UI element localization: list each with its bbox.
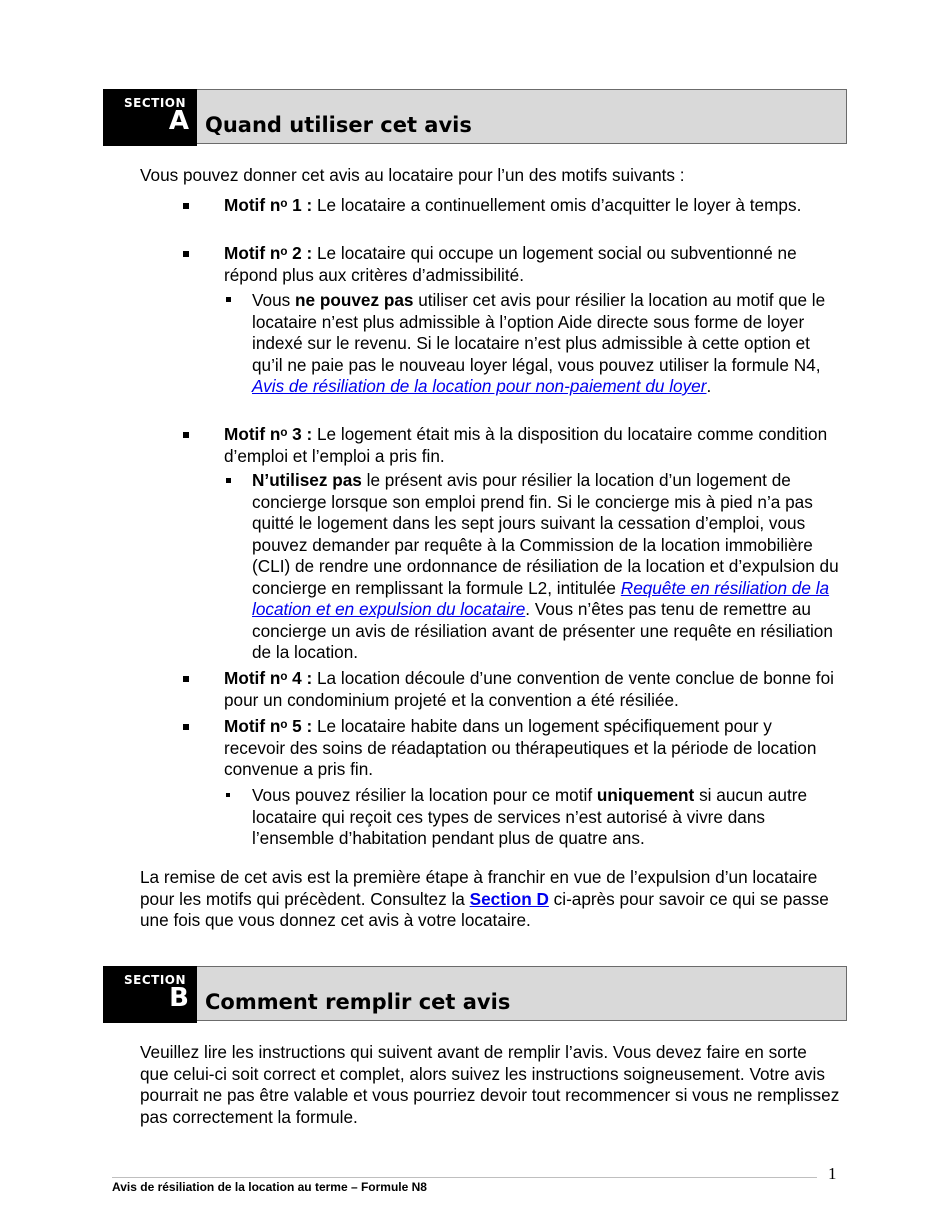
footer-title: Avis de résiliation de la location au terme – Formule N8 xyxy=(112,1180,427,1194)
motif-3-text: Le logement était mis à la disposition du locataire comme condition d’emploi et l’emploi a pris fin. xyxy=(224,424,828,466)
section-a-word: SECTION xyxy=(124,96,187,110)
footer-divider xyxy=(112,1177,817,1178)
motif-4-label: Motif nᵒ 4 : xyxy=(224,668,313,688)
motif-5-sub-text: si aucun autre locataire qui reçoit ces types de services n’est autorisé à vivre dans l’ensemble d’habitation pendant plus de quatre ans. xyxy=(252,785,808,848)
bullet-icon xyxy=(226,297,231,302)
section-b-word: SECTION xyxy=(124,973,187,987)
motif-5-sub-bold: uniquement xyxy=(596,785,695,805)
motif-5-text: Le locataire habite dans un logement spécifiquement pour y recevoir des soins de réadaptation ou thérapeutiques et la période de location convenue a pris fin. xyxy=(224,716,817,779)
motif-4-text: La location découle d’une convention de vente conclue de bonne foi pour un condominium projeté et la convention a été résiliée. xyxy=(224,668,834,710)
bullet-icon xyxy=(183,724,189,730)
motif-5-label: Motif nᵒ 5 : xyxy=(224,716,313,736)
bullet-icon xyxy=(226,793,230,797)
form-n4-link[interactable]: Avis de résiliation de la location pour non-paiement du loyer xyxy=(252,376,707,396)
section-a-title: Quand utiliser cet avis xyxy=(205,113,472,137)
motif-2-sub-end: . xyxy=(706,376,712,396)
motif-3 xyxy=(224,424,834,467)
closing-text-start: La remise de cet avis est la première étape à franchir en vue de l’expulsion d’un locataire pour les motifs qui précèdent. Consultez la xyxy=(140,867,818,909)
motif-2-sub-prefix: Vous xyxy=(252,290,296,310)
motif-5-subitem xyxy=(252,785,842,850)
motif-3-label: Motif nᵒ 3 : xyxy=(224,424,313,444)
motif-1-label: Motif nᵒ 1 : xyxy=(224,195,313,215)
section-a-letter: A xyxy=(168,106,189,136)
section-b-header xyxy=(103,966,847,1021)
section-b-intro: Veuillez lire les instructions qui suivent avant de remplir l’avis. Vous devez faire en sorte que celui-ci soit correct et complet, alors suivez les instructions soigneusement. Votre avis pourrait ne pas être valable et vous pourriez devoir tout recommencer si vous ne remplissez pas correctement la formule. xyxy=(140,1042,840,1127)
page-number: 1 xyxy=(828,1164,837,1183)
motif-2-sub-text: utiliser cet avis pour résilier la location au motif que le locataire n’est plus admissible à l’option Aide directe sous forme de loyer indexé sur le revenu. Si le locataire n’est plus admissible à cette option et qu’il ne paie pas le nouveau loyer légal, vous pouvez utiliser la formule N4, xyxy=(252,290,826,375)
bullet-icon xyxy=(183,432,189,438)
motif-2-sub-bold: ne pouvez pas xyxy=(295,290,414,310)
motif-3-sub-end: . Vous n’êtes pas tenu de remettre au concierge un avis de résiliation avant de présenter une requête en résiliation de la location. xyxy=(252,599,833,662)
motif-2-label: Motif nᵒ 2 : xyxy=(224,243,313,263)
bullet-icon xyxy=(183,251,189,257)
section-b-letter: B xyxy=(169,983,189,1013)
section-b-title: Comment remplir cet avis xyxy=(205,990,511,1014)
section-a-intro: Vous pouvez donner cet avis au locataire pour l’un des motifs suivants : xyxy=(140,165,685,185)
section-a-header xyxy=(103,89,847,144)
section-b-label-box xyxy=(103,966,197,1023)
section-a-label-box xyxy=(103,89,197,146)
motif-3-sub-text: le présent avis pour résilier la location d’un logement de concierge lorsque son emploi prend fin. Si le concierge mis à pied n’a pas quitté le logement dans les sept jours suivant la cessation d’emploi, vous pouvez demander par requête à la Commission de la location immobilière (CLI) de rendre une ordonnance de résiliation de la location et d’expulsion du concierge en remplissant la formule L2, intitulée xyxy=(252,470,839,598)
section-d-link[interactable]: Section D xyxy=(469,888,549,909)
motif-2-subitem xyxy=(252,290,842,398)
bullet-icon xyxy=(183,203,189,209)
motif-1-text: Le locataire a continuellement omis d’acquitter le loyer à temps. xyxy=(312,195,802,215)
motif-2 xyxy=(224,243,834,286)
motif-5 xyxy=(224,716,834,781)
section-a-closing xyxy=(140,867,840,932)
motif-2-text: Le locataire qui occupe un logement social ou subventionné ne répond plus aux critères d’admissibilité. xyxy=(224,243,797,285)
bullet-icon xyxy=(226,478,231,483)
motif-1 xyxy=(224,195,834,217)
motif-5-sub-prefix: Vous pouvez résilier la location pour ce motif xyxy=(252,785,597,805)
form-l2-link[interactable]: Requête en résiliation de la location et en expulsion du locataire xyxy=(252,577,830,619)
motif-3-sub-bold: N’utilisez pas xyxy=(252,470,362,490)
bullet-icon xyxy=(183,676,189,682)
motif-3-subitem xyxy=(252,470,842,664)
motif-4 xyxy=(224,668,834,711)
closing-text-end: ci-après pour savoir ce qui se passe une fois que vous donnez cet avis à votre locataire. xyxy=(140,888,829,930)
